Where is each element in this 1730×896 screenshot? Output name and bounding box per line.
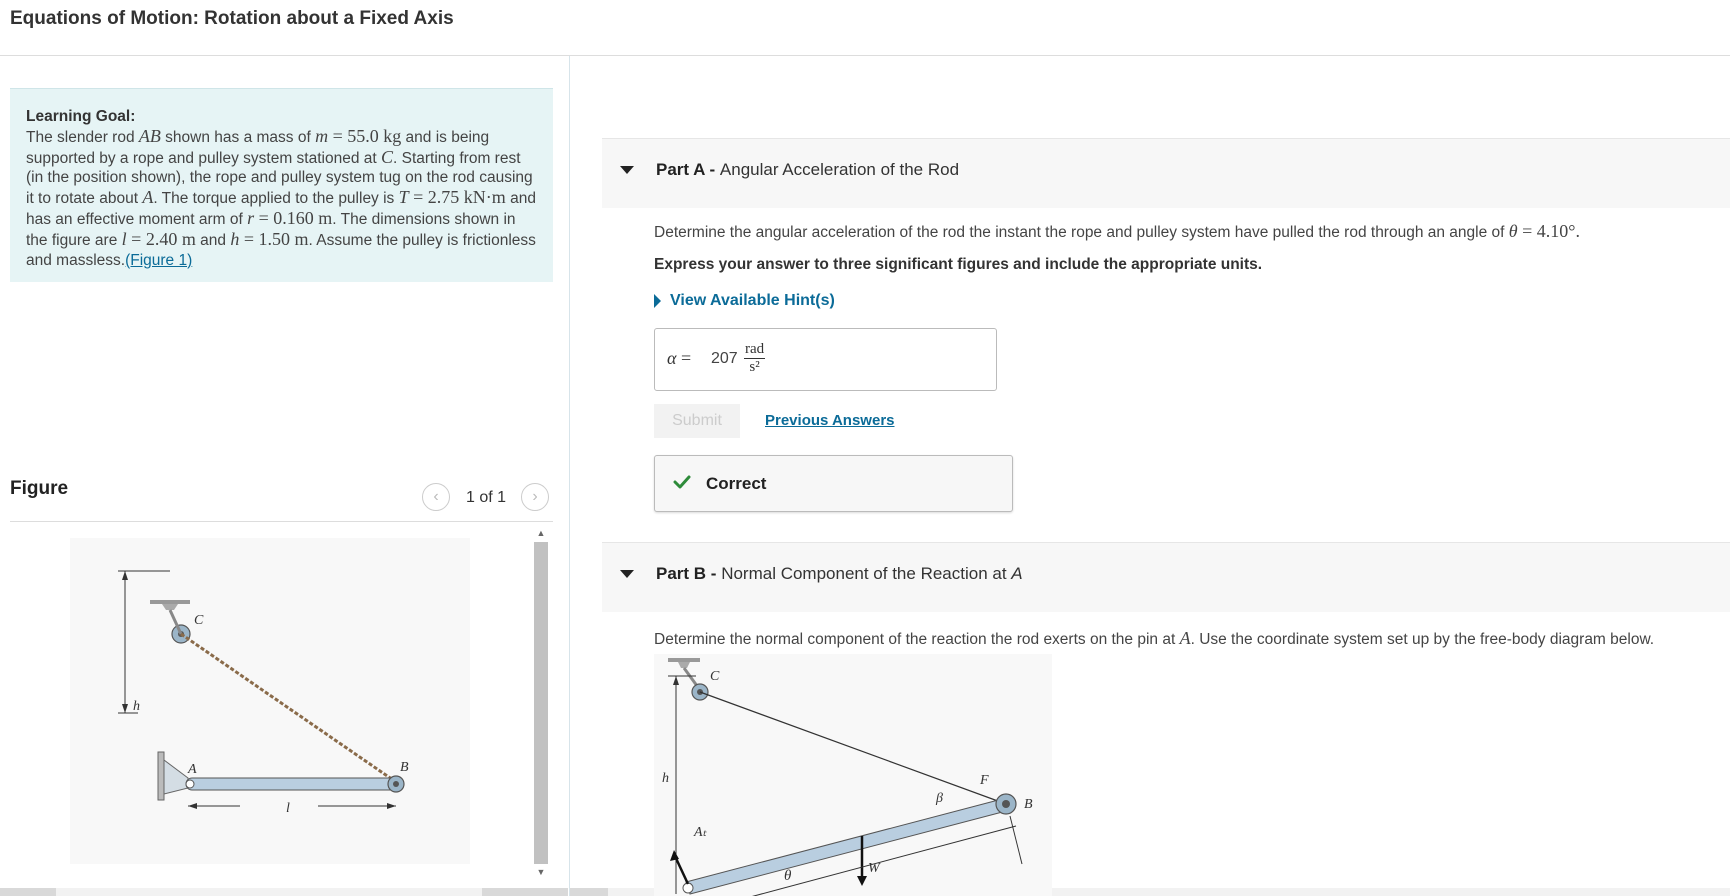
arrow-up-icon <box>673 676 679 685</box>
label-b: B <box>400 760 409 775</box>
goal-text: shown has a mass of <box>160 128 316 146</box>
goal-text: . The torque applied to the pulley is <box>153 190 399 208</box>
label-a-t: Aₜ <box>694 825 707 840</box>
goal-text: . Assume the pulley is frictionless and massless. <box>26 231 536 269</box>
label-b: B <box>1024 797 1033 812</box>
page-title: Equations of Motion: Rotation about a Fixed Axis <box>10 8 454 29</box>
figure-counter: 1 of 1 <box>466 489 507 506</box>
left-horizontal-scrollbar-thumb[interactable] <box>56 888 482 896</box>
part-a-title: Part A - Angular Acceleration of the Rod <box>656 160 960 179</box>
learning-goal-box <box>10 88 553 282</box>
goal-text: and <box>195 231 231 249</box>
figure-heading: Figure <box>10 478 69 499</box>
prompt-text: . Use the coordinate system set up by the free-body diagram below. <box>1190 631 1655 648</box>
unit-numerator: rad <box>745 341 765 357</box>
pin-a <box>683 883 693 893</box>
figure-1-link[interactable]: (Figure 1) <box>125 251 193 269</box>
goal-point-a: A <box>142 187 154 208</box>
next-figure-button[interactable] <box>521 483 549 511</box>
scroll-up-arrow-icon[interactable]: ▲ <box>536 528 546 538</box>
part-a-header[interactable] <box>602 138 1730 208</box>
learning-goal-text <box>26 127 537 271</box>
goal-text: and is being supported by a rope and pulley system stationed at <box>26 128 490 167</box>
submit-button[interactable]: Submit <box>654 404 740 438</box>
pulley-bracket <box>162 604 178 610</box>
checkmark-icon <box>673 473 691 491</box>
label-w: W <box>868 861 880 876</box>
arrow-down-icon <box>857 876 867 886</box>
previous-figure-button[interactable] <box>422 483 450 511</box>
feedback-text: Correct <box>706 474 767 493</box>
figure-divider <box>10 521 553 522</box>
part-b-prompt <box>654 628 1654 649</box>
figure-1-diagram <box>70 538 470 864</box>
rod-ab <box>686 798 1010 894</box>
goal-mass: m = 55.0 kg <box>315 125 402 146</box>
label-a: A <box>188 762 197 777</box>
prompt-point-a: A <box>1179 628 1191 648</box>
view-hints-link[interactable] <box>654 292 835 310</box>
part-a-instructions: Express your answer to three significant figures and include the appropriate units. <box>654 256 1263 273</box>
rope-force-line <box>700 692 1006 804</box>
label-beta: β <box>936 791 943 806</box>
label-c: C <box>194 613 204 628</box>
collapse-caret-icon[interactable] <box>620 166 634 174</box>
ceiling-plate <box>668 658 700 662</box>
label-h: h <box>662 771 669 786</box>
arrow-left-icon <box>188 803 197 809</box>
label-l: l <box>286 801 290 816</box>
goal-height: h = 1.50 m <box>230 228 309 249</box>
part-b-header[interactable] <box>602 542 1730 612</box>
answer-value[interactable]: 207 <box>711 350 738 367</box>
learning-goal-heading: Learning Goal: <box>26 108 136 125</box>
free-body-diagram <box>654 654 1052 896</box>
feedback-box <box>654 455 1013 512</box>
part-a-prompt <box>654 221 1580 242</box>
figure-scrollbar[interactable] <box>532 525 550 880</box>
goal-point-c: C <box>381 146 394 167</box>
goal-torque: T = 2.75 kN·m <box>398 187 506 208</box>
end-b-hub <box>1002 800 1010 808</box>
title-divider <box>0 55 1730 56</box>
scroll-down-arrow-icon[interactable]: ▼ <box>536 867 546 877</box>
rod-ab <box>186 778 398 790</box>
answer-symbol: α = <box>667 348 692 368</box>
chevron-right-icon: › <box>532 488 538 505</box>
goal-rod-name: AB <box>138 125 161 146</box>
pin-a <box>186 780 194 788</box>
answer-units <box>744 341 765 376</box>
goal-length: l = 2.40 m <box>121 228 196 249</box>
label-theta: θ <box>784 868 792 884</box>
prompt-text: Determine the angular acceleration of the rod the instant the rope and pulley system have pulled the rod through an angle of <box>654 224 1509 241</box>
wall-bracket <box>158 752 164 800</box>
label-f: F <box>980 773 989 788</box>
answer-input[interactable] <box>654 328 997 391</box>
end-b-hub <box>393 781 399 787</box>
previous-answers-link[interactable]: Previous Answers <box>765 412 895 429</box>
rope <box>181 634 396 782</box>
goal-text: The slender rod <box>26 128 139 146</box>
l-dimension-extension <box>1010 816 1022 864</box>
goal-text: . Starting from rest (in the position shown), the rope and pulley system tug on the rod causing it to rotate about <box>26 149 533 208</box>
prompt-angle: θ = 4.10°. <box>1508 221 1580 241</box>
arrow-down-icon <box>122 704 128 713</box>
goal-moment-arm: r = 0.160 m <box>247 207 333 228</box>
l-dimension-line <box>694 826 1016 896</box>
prompt-text: Determine the normal component of the reaction the rod exerts on the pin at <box>654 631 1180 648</box>
ceiling-plate <box>150 600 190 604</box>
pulley-bracket <box>678 662 690 668</box>
label-c: C <box>710 669 720 684</box>
arrow-right-icon <box>387 803 396 809</box>
view-hints-label: View Available Hint(s) <box>670 292 835 309</box>
caret-right-icon <box>654 294 661 308</box>
arrow-up-icon <box>122 571 128 580</box>
scrollbar-thumb[interactable] <box>534 542 548 864</box>
unit-denominator: s² <box>749 359 760 375</box>
pin-support-a <box>164 760 188 794</box>
panel-divider[interactable] <box>569 56 570 896</box>
chevron-left-icon: ‹ <box>433 488 439 505</box>
part-b-title: Part B - Normal Component of the Reaction at A <box>656 564 1023 583</box>
goal-text: and has an effective moment arm of <box>26 190 536 228</box>
goal-text: . The dimensions shown in the figure are <box>26 210 516 249</box>
collapse-caret-icon[interactable] <box>620 570 634 578</box>
label-h: h <box>133 699 140 714</box>
